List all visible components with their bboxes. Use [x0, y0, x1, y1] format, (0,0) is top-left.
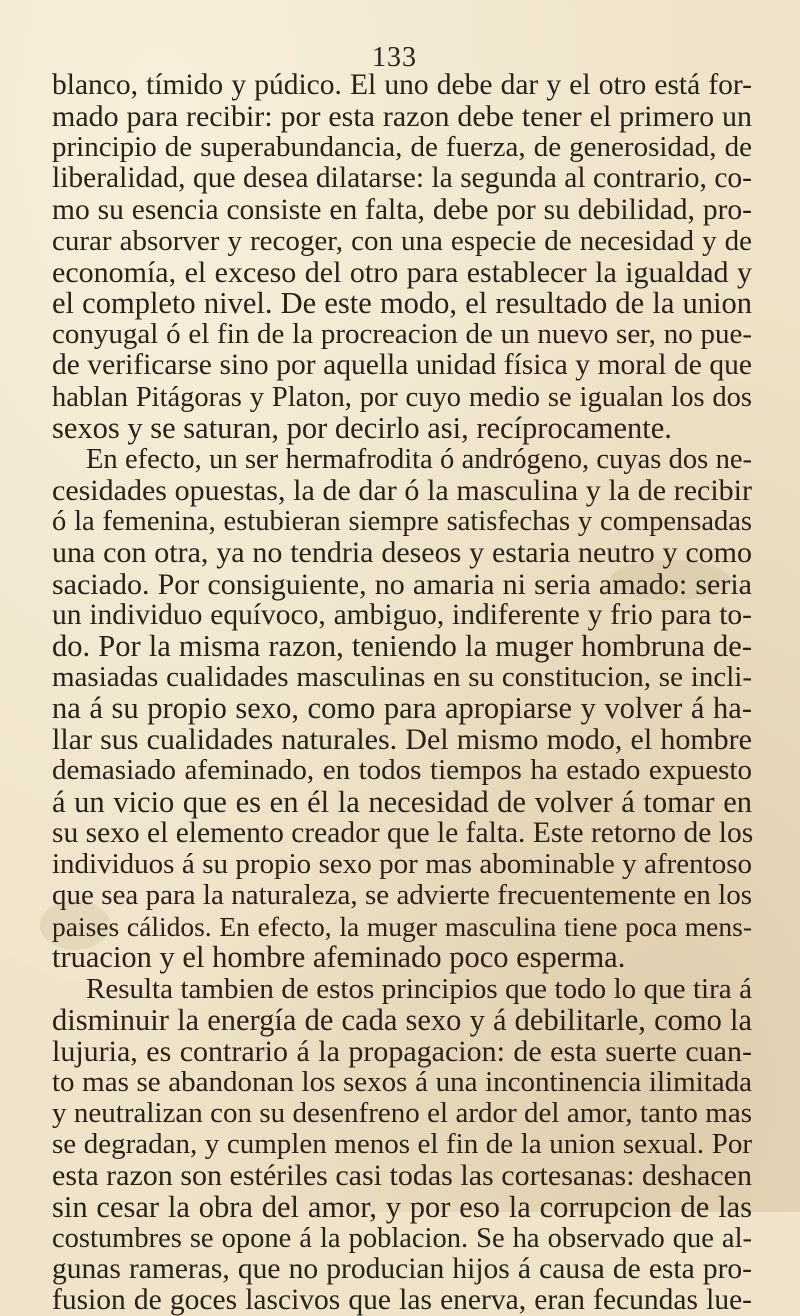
text-line: na á su propio sexo, como para apropiarse y volver á ha-	[52, 691, 752, 726]
text-line: mado para recibir: por esta razon debe tener el primero un	[52, 100, 752, 134]
text-line: gunas rameras, que no producian hijos á causa de esta pro-	[52, 1252, 752, 1285]
body-text	[52, 70, 752, 1316]
text-line: liberalidad, que desea dilatarse: la segunda al contrario, co-	[52, 162, 752, 195]
text-line: to mas se abandonan los sexos á una incontinencia ilimitada	[52, 1066, 752, 1098]
text-line: principio de superabundancia, de fuerza, de generosidad, de	[52, 131, 752, 164]
text-line: sexos y se saturan, por decirlo asi, recíprocamente.	[52, 410, 672, 445]
text-line: do. Por la misma razon, teniendo la muger hombruna de-	[52, 628, 752, 663]
text-line: fusion de goces lascivos que las enerva, eran fecundas lue-	[52, 1284, 752, 1316]
text-line: se degradan, y cumplen menos el fin de la union sexual. Por	[52, 1128, 752, 1161]
text-line: una con otra, ya no tendria deseos y estaria neutro y como	[52, 536, 752, 570]
text-line: esta razon son estériles casi todas las cortesanas: deshacen	[52, 1159, 752, 1193]
text-line: sin cesar la obra del amor, y por eso la corrupcion de las	[52, 1189, 752, 1224]
text-line: y neutralizan con su desenfreno el ardor del amor, tanto mas	[52, 1097, 752, 1130]
text-line: de verificarse sino por aquella unidad física y moral de que	[52, 349, 752, 382]
text-line: llar sus cualidades naturales. Del mismo modo, el hombre	[52, 723, 752, 757]
page-number: 133	[372, 42, 417, 73]
text-line: individuos á su propio sexo por mas abominable y afrentoso	[52, 847, 752, 880]
text-line: curar absorver y recoger, con una especie de necesidad y de	[52, 224, 752, 257]
text-line: En efecto, un ser hermafrodita ó andrógeno, cuyas dos ne-	[86, 443, 752, 475]
text-line: á un vicio que es en él la necesidad de volver á tomar en	[52, 784, 752, 819]
text-line: lujuria, es contrario á la propagacion: de esta suerte cuan-	[52, 1034, 752, 1068]
text-line: que sea para la naturaleza, se advierte frecuentemente en los	[52, 879, 752, 912]
text-line: demasiado afeminado, en todos tiempos ha estado expuesto	[52, 754, 752, 787]
text-line: cesidades opuestas, la de dar ó la masculina y la de recibir	[52, 474, 752, 508]
text-line: su sexo el elemento creador que le falta. Este retorno de los	[52, 816, 754, 849]
text-line: masiadas cualidades masculinas en su constitucion, se incli-	[52, 660, 752, 693]
text-line: truacion y el hombre afeminado poco esperma.	[52, 940, 626, 975]
text-line: hablan Pitágoras y Platon, por cuyo medio se igualan los dos	[52, 381, 752, 413]
text-line: costumbres se opone á la poblacion. Se ha observado que al-	[52, 1222, 752, 1254]
text-line: el completo nivel. De este modo, el resultado de la union	[52, 286, 752, 321]
text-line: ó la femenina, estubieran siempre satisfechas y compensadas	[52, 506, 752, 538]
text-line: economía, el exceso del otro para establecer la igualdad y	[52, 255, 752, 289]
text-line: Resulta tambien de estos principios que todo lo que tira á	[86, 972, 752, 1005]
text-line: un individuo equívoco, ambiguo, indiferente y frio para to-	[52, 598, 752, 631]
text-line: conyugal ó el fin de la procreacion de un nuevo ser, no pue-	[52, 318, 752, 351]
text-line: paises cálidos. En efecto, la muger masculina tiene poca mens-	[52, 911, 752, 943]
text-line: disminuir la energía de cada sexo y á debilitarle, como la	[52, 1002, 752, 1037]
text-line: mo su esencia consiste en falta, debe por su debilidad, pro-	[52, 193, 752, 226]
text-line: saciado. Por consiguiente, no amaria ni seria amado: seria	[52, 567, 752, 601]
text-line: blanco, tímido y púdico. El uno debe dar y el otro está for-	[52, 69, 752, 101]
